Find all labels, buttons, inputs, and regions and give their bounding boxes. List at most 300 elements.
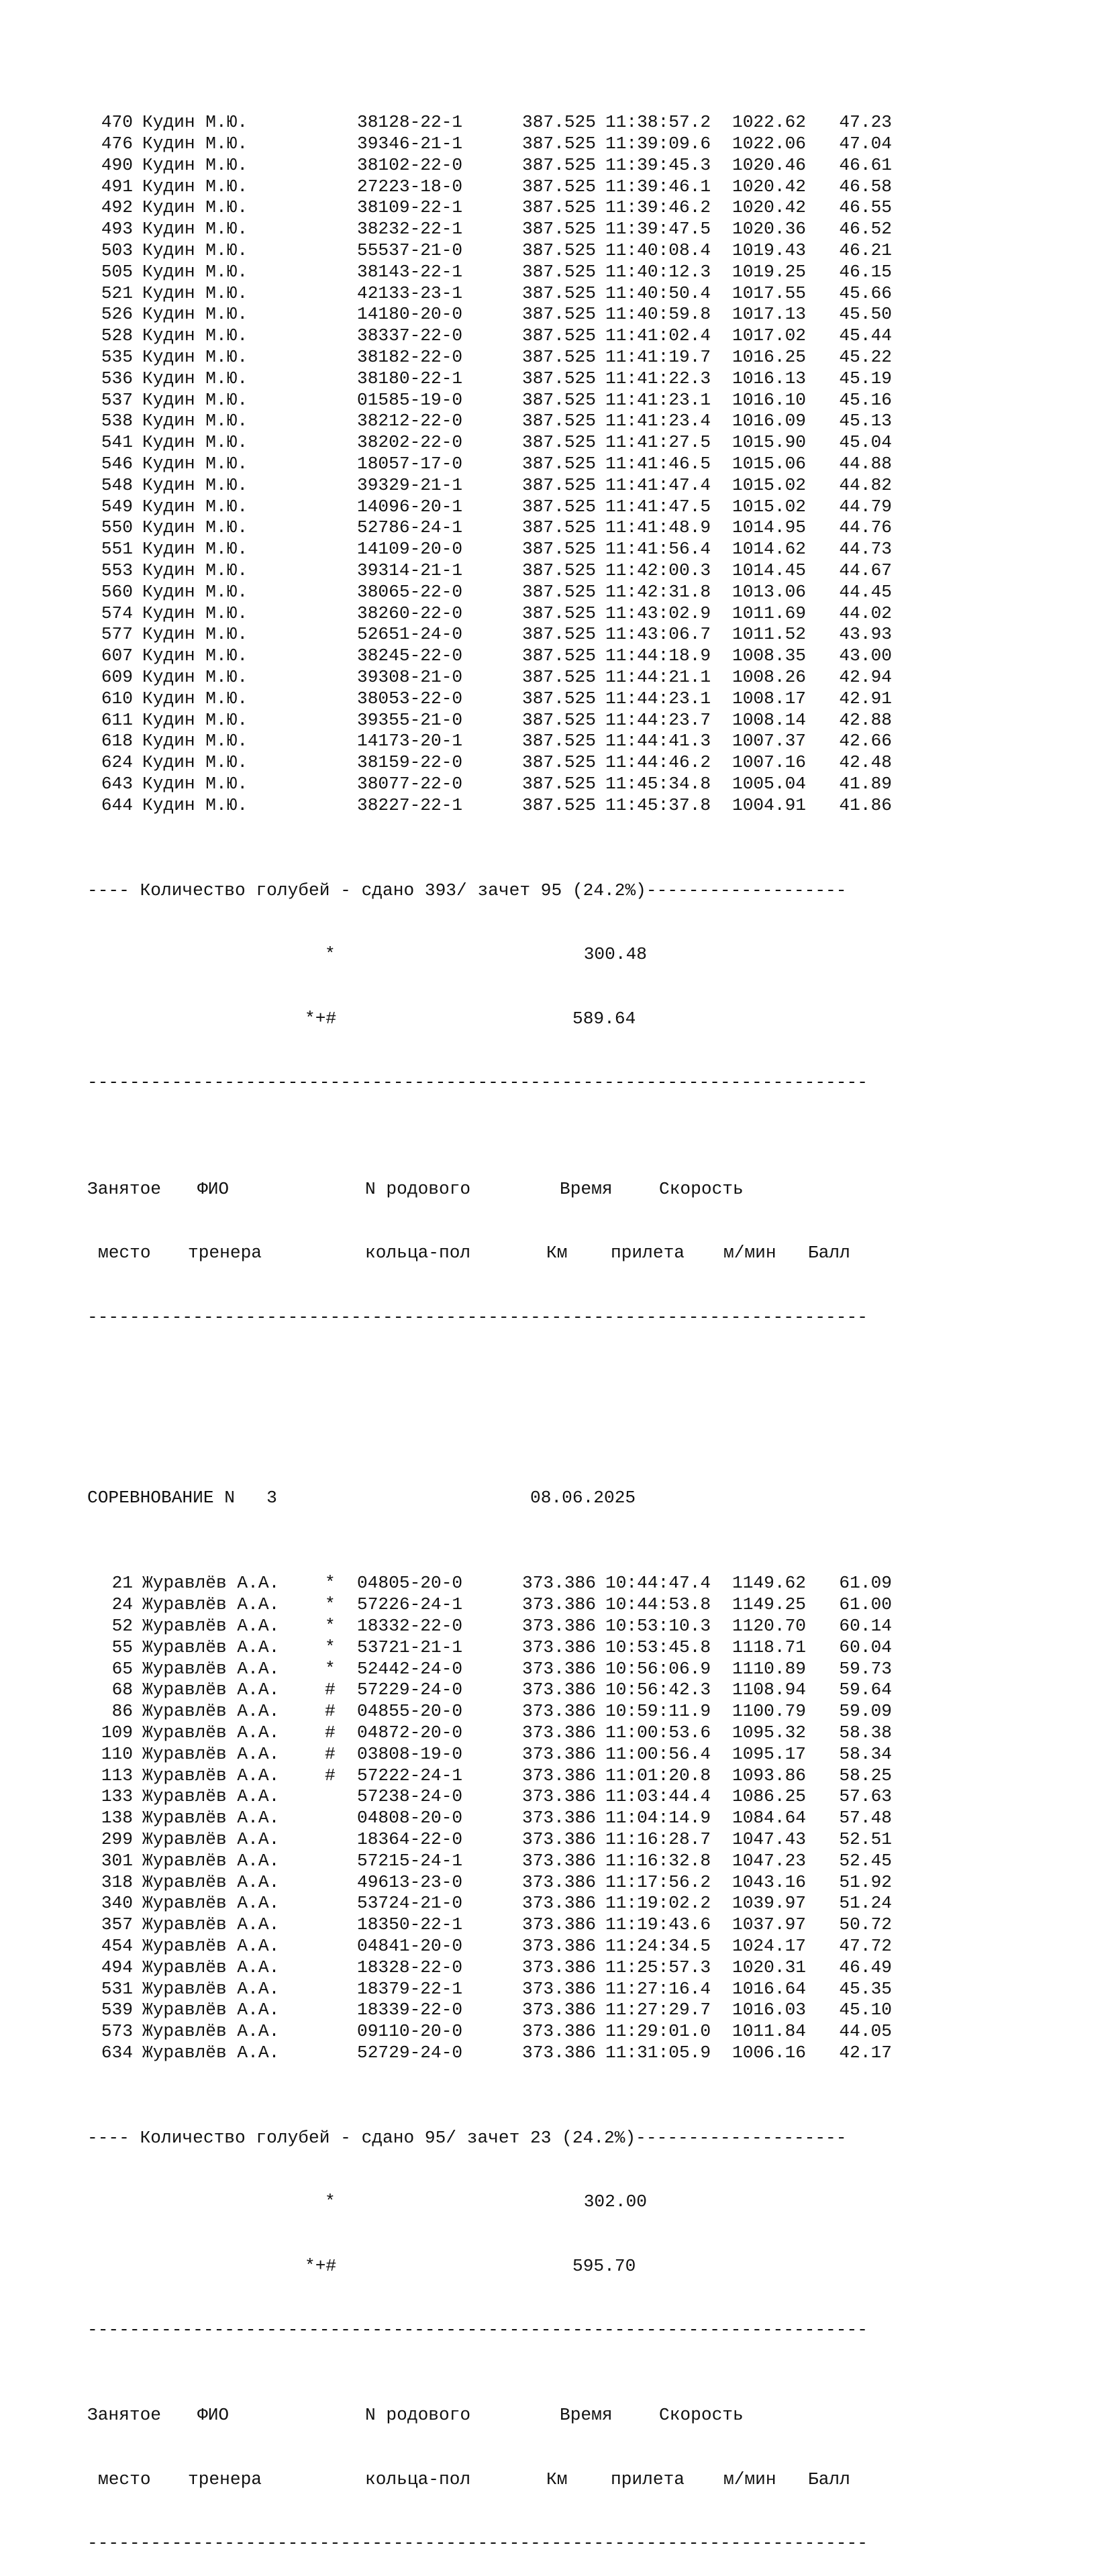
- summary-star-row: [87, 2192, 892, 2213]
- score-cell: 44.76: [839, 517, 892, 538]
- distance-km-cell: 387.525: [521, 176, 596, 197]
- distance-km-cell: 387.525: [521, 752, 596, 773]
- place-cell: 548: [101, 474, 133, 495]
- score-cell: 42.48: [839, 752, 892, 773]
- score-cell: 44.67: [839, 560, 892, 580]
- trainer-name-cell: Журавлёв А.А.: [142, 1914, 280, 1935]
- distance-km-cell: 373.386: [521, 1871, 596, 1892]
- table-row: [87, 1744, 892, 1765]
- combo-mark: *+#: [305, 1008, 337, 1029]
- table-row: [87, 624, 892, 646]
- table-row: [87, 262, 892, 283]
- arrival-time-cell: 11:39:45.3: [605, 154, 711, 175]
- place-cell: 340: [101, 1893, 133, 1914]
- score-cell: 46.61: [839, 154, 892, 175]
- trainer-name-cell: Кудин М.Ю.: [142, 325, 248, 346]
- trainer-name-cell: Кудин М.Ю.: [142, 154, 248, 175]
- header-km: Км: [546, 1243, 568, 1264]
- separator-line: --------------------------------------------------------------------------: [87, 2533, 868, 2554]
- results-list-tail: [87, 112, 892, 816]
- mark-cell: *: [325, 1658, 336, 1679]
- score-cell: 44.45: [839, 581, 892, 602]
- table-row: [87, 454, 892, 475]
- place-cell: 68: [111, 1680, 133, 1700]
- arrival-time-cell: 11:27:29.7: [605, 2000, 711, 2020]
- arrival-time-cell: 11:39:46.1: [605, 176, 711, 197]
- ring-number-cell: 38128-22-1: [357, 112, 463, 133]
- score-cell: 51.24: [839, 1893, 892, 1914]
- ring-number-cell: 38143-22-1: [357, 261, 463, 282]
- distance-km-cell: 373.386: [521, 2042, 596, 2063]
- score-cell: 60.14: [839, 1615, 892, 1636]
- ring-number-cell: 18339-22-0: [357, 2000, 463, 2020]
- speed-cell: 1004.91: [732, 794, 807, 815]
- table-row: [87, 283, 892, 305]
- arrival-time-cell: 11:44:18.9: [605, 646, 711, 666]
- distance-km-cell: 387.525: [521, 581, 596, 602]
- table-row: [87, 752, 892, 774]
- arrival-time-cell: 11:44:23.7: [605, 709, 711, 730]
- table-row: [87, 347, 892, 368]
- speed-cell: 1011.69: [732, 603, 807, 623]
- table-row: [87, 710, 892, 731]
- table-row: [87, 1765, 892, 1787]
- score-cell: 43.93: [839, 624, 892, 645]
- arrival-time-cell: 11:19:43.6: [605, 1914, 711, 1935]
- arrival-time-cell: 11:44:21.1: [605, 666, 711, 687]
- place-cell: 528: [101, 325, 133, 346]
- score-cell: 45.13: [839, 411, 892, 431]
- table-row: [87, 2043, 892, 2064]
- ring-number-cell: 03808-19-0: [357, 1743, 463, 1764]
- trainer-name-cell: Кудин М.Ю.: [142, 453, 248, 474]
- speed-cell: 1047.23: [732, 1850, 807, 1871]
- table-row: [87, 1637, 892, 1659]
- arrival-time-cell: 11:41:02.4: [605, 325, 711, 346]
- arrival-time-cell: 11:04:14.9: [605, 1808, 711, 1828]
- speed-cell: 1011.84: [732, 2021, 807, 2042]
- place-cell: 553: [101, 560, 133, 580]
- score-cell: 58.25: [839, 1765, 892, 1786]
- trainer-name-cell: Кудин М.Ю.: [142, 624, 248, 645]
- distance-km-cell: 387.525: [521, 453, 596, 474]
- distance-km-cell: 387.525: [521, 560, 596, 580]
- trainer-name-cell: Кудин М.Ю.: [142, 581, 248, 602]
- score-cell: 42.91: [839, 688, 892, 709]
- ring-number-cell: 38109-22-1: [357, 197, 463, 218]
- score-cell: 46.49: [839, 1957, 892, 1977]
- speed-cell: 1020.36: [732, 219, 807, 240]
- arrival-time-cell: 11:41:56.4: [605, 539, 711, 560]
- score-cell: 44.88: [839, 453, 892, 474]
- header-time: Время: [560, 1179, 613, 1200]
- trainer-name-cell: Кудин М.Ю.: [142, 646, 248, 666]
- ring-number-cell: 42133-23-1: [357, 282, 463, 303]
- place-cell: 24: [111, 1594, 133, 1615]
- place-cell: 454: [101, 1935, 133, 1956]
- trainer-name-cell: Кудин М.Ю.: [142, 603, 248, 623]
- distance-km-cell: 387.525: [521, 474, 596, 495]
- arrival-time-cell: 11:41:22.3: [605, 368, 711, 389]
- arrival-time-cell: 11:44:23.1: [605, 688, 711, 709]
- ring-number-cell: 14173-20-1: [357, 731, 463, 752]
- distance-km-cell: 373.386: [521, 1594, 596, 1615]
- arrival-time-cell: 11:39:09.6: [605, 133, 711, 154]
- ring-number-cell: 38212-22-0: [357, 411, 463, 431]
- ring-number-cell: 53721-21-1: [357, 1637, 463, 1657]
- table-row: [87, 1808, 892, 1829]
- table-row: [87, 432, 892, 454]
- star-score-total: 300.48: [583, 944, 648, 965]
- ring-number-cell: 18328-22-0: [357, 1957, 463, 1977]
- score-cell: 57.63: [839, 1786, 892, 1807]
- place-cell: 138: [101, 1808, 133, 1828]
- trainer-name-cell: Журавлёв А.А.: [142, 2021, 280, 2042]
- arrival-time-cell: 11:24:34.5: [605, 1935, 711, 1956]
- arrival-time-cell: 11:42:31.8: [605, 581, 711, 602]
- distance-km-cell: 373.386: [521, 1743, 596, 1764]
- ring-number-cell: 38065-22-0: [357, 581, 463, 602]
- trainer-name-cell: Журавлёв А.А.: [142, 1615, 280, 1636]
- place-cell: 607: [101, 646, 133, 666]
- speed-cell: 1020.31: [732, 1957, 807, 1977]
- ring-number-cell: 49613-23-0: [357, 1871, 463, 1892]
- table-row: [87, 2000, 892, 2021]
- arrival-time-cell: 11:41:27.5: [605, 432, 711, 453]
- speed-cell: 1015.02: [732, 496, 807, 517]
- place-cell: 21: [111, 1573, 133, 1594]
- place-cell: 133: [101, 1786, 133, 1807]
- separator-line: --------------------------------------------------------------------------: [87, 1306, 868, 1327]
- trainer-name-cell: Кудин М.Ю.: [142, 411, 248, 431]
- score-cell: 45.19: [839, 368, 892, 389]
- trainer-name-cell: Кудин М.Ю.: [142, 197, 248, 218]
- ring-number-cell: 18350-22-1: [357, 1914, 463, 1935]
- speed-cell: 1014.95: [732, 517, 807, 538]
- trainer-name-cell: Журавлёв А.А.: [142, 1893, 280, 1914]
- place-cell: 357: [101, 1914, 133, 1935]
- ring-number-cell: 04805-20-0: [357, 1573, 463, 1594]
- score-cell: 51.92: [839, 1871, 892, 1892]
- summary-line: ---- Количество голубей - сдано 393/ зачет 95 (24.2%)-------------------: [87, 880, 847, 900]
- place-cell: 318: [101, 1871, 133, 1892]
- score-cell: 46.52: [839, 219, 892, 240]
- place-cell: 546: [101, 453, 133, 474]
- ring-number-cell: 38182-22-0: [357, 346, 463, 367]
- place-cell: 526: [101, 304, 133, 325]
- distance-km-cell: 387.525: [521, 240, 596, 260]
- ring-number-cell: 52442-24-0: [357, 1658, 463, 1679]
- arrival-time-cell: 11:40:50.4: [605, 282, 711, 303]
- header-time: Время: [560, 2405, 613, 2426]
- score-cell: 61.09: [839, 1573, 892, 1594]
- combo-score-total: 589.64: [572, 1008, 636, 1029]
- competition-date: 08.06.2025: [530, 1488, 636, 1508]
- speed-cell: 1020.42: [732, 176, 807, 197]
- table-row: [87, 731, 892, 752]
- place-cell: 609: [101, 666, 133, 687]
- table-row: [87, 795, 892, 817]
- table-row: [87, 667, 892, 688]
- table-row: [87, 134, 892, 155]
- speed-cell: 1020.42: [732, 197, 807, 218]
- speed-cell: 1019.43: [732, 240, 807, 260]
- table-row: [87, 497, 892, 518]
- arrival-time-cell: 11:41:23.1: [605, 389, 711, 410]
- distance-km-cell: 373.386: [521, 1680, 596, 1700]
- trainer-name-cell: Кудин М.Ю.: [142, 282, 248, 303]
- speed-cell: 1017.55: [732, 282, 807, 303]
- distance-km-cell: 387.525: [521, 133, 596, 154]
- place-cell: 535: [101, 346, 133, 367]
- table-row: [87, 560, 892, 582]
- score-cell: 45.22: [839, 346, 892, 367]
- place-cell: 492: [101, 197, 133, 218]
- summary-combo-row: [87, 2256, 892, 2277]
- distance-km-cell: 373.386: [521, 1765, 596, 1786]
- score-cell: 46.58: [839, 176, 892, 197]
- arrival-time-cell: 11:00:53.6: [605, 1722, 711, 1743]
- score-cell: 52.45: [839, 1850, 892, 1871]
- place-cell: 470: [101, 112, 133, 133]
- header-name: ФИО: [197, 2405, 230, 2426]
- speed-cell: 1006.16: [732, 2042, 807, 2063]
- speed-cell: 1095.32: [732, 1722, 807, 1743]
- trainer-name-cell: Журавлёв А.А.: [142, 1871, 280, 1892]
- score-cell: 61.00: [839, 1594, 892, 1615]
- ring-number-cell: 53724-21-0: [357, 1893, 463, 1914]
- separator-line: --------------------------------------------------------------------------: [87, 2320, 868, 2340]
- place-cell: 299: [101, 1828, 133, 1849]
- trainer-name-cell: Кудин М.Ю.: [142, 709, 248, 730]
- ring-number-cell: 52786-24-1: [357, 517, 463, 538]
- place-cell: 52: [111, 1615, 133, 1636]
- table-row: [87, 325, 892, 347]
- trainer-name-cell: Кудин М.Ю.: [142, 496, 248, 517]
- place-cell: 505: [101, 261, 133, 282]
- place-cell: 574: [101, 603, 133, 623]
- header-ring-2: кольца-пол: [365, 2469, 471, 2489]
- header-place-2: место: [98, 1243, 151, 1264]
- distance-km-cell: 373.386: [521, 1893, 596, 1914]
- score-cell: 43.00: [839, 646, 892, 666]
- trainer-name-cell: Кудин М.Ю.: [142, 539, 248, 560]
- ring-number-cell: 52651-24-0: [357, 624, 463, 645]
- table-row: [87, 1722, 892, 1744]
- header-name-2: тренера: [188, 2469, 262, 2489]
- place-cell: 573: [101, 2021, 133, 2042]
- place-cell: 624: [101, 752, 133, 773]
- table-row: [87, 1786, 892, 1808]
- speed-cell: 1095.17: [732, 1743, 807, 1764]
- speed-cell: 1108.94: [732, 1680, 807, 1700]
- table-row: [87, 155, 892, 176]
- distance-km-cell: 387.525: [521, 411, 596, 431]
- place-cell: 490: [101, 154, 133, 175]
- column-header-row-1: [87, 1179, 892, 1200]
- speed-cell: 1016.10: [732, 389, 807, 410]
- place-cell: 550: [101, 517, 133, 538]
- mark-cell: *: [325, 1637, 336, 1657]
- header-name: ФИО: [197, 1179, 230, 1200]
- table-row: [87, 1829, 892, 1851]
- score-cell: 59.09: [839, 1701, 892, 1722]
- competition-title: СОРЕВНОВАНИЕ N 3: [87, 1488, 277, 1508]
- arrival-time-cell: 11:03:44.4: [605, 1786, 711, 1807]
- distance-km-cell: 387.525: [521, 517, 596, 538]
- ring-number-cell: 09110-20-0: [357, 2021, 463, 2042]
- distance-km-cell: 387.525: [521, 219, 596, 240]
- arrival-time-cell: 11:41:19.7: [605, 346, 711, 367]
- arrival-time-cell: 11:43:06.7: [605, 624, 711, 645]
- arrival-time-cell: 10:59:11.9: [605, 1701, 711, 1722]
- trainer-name-cell: Журавлёв А.А.: [142, 1828, 280, 1849]
- trainer-name-cell: Кудин М.Ю.: [142, 346, 248, 367]
- trainer-name-cell: Кудин М.Ю.: [142, 474, 248, 495]
- score-cell: 44.02: [839, 603, 892, 623]
- arrival-time-cell: 11:29:01.0: [605, 2021, 711, 2042]
- table-row: [87, 517, 892, 539]
- ring-number-cell: 38077-22-0: [357, 773, 463, 794]
- score-cell: 59.64: [839, 1680, 892, 1700]
- table-row: [87, 475, 892, 497]
- table-row: [87, 411, 892, 432]
- ring-number-cell: 39314-21-1: [357, 560, 463, 580]
- place-cell: 541: [101, 432, 133, 453]
- place-cell: 55: [111, 1637, 133, 1657]
- star-mark: *: [325, 2192, 336, 2212]
- arrival-time-cell: 11:42:00.3: [605, 560, 711, 580]
- trainer-name-cell: Журавлёв А.А.: [142, 1743, 280, 1764]
- header-time-2: прилета: [611, 1243, 685, 1264]
- header-score: Балл: [808, 2469, 850, 2489]
- score-cell: 45.50: [839, 304, 892, 325]
- table-row: [87, 1979, 892, 2000]
- mark-cell: #: [325, 1765, 336, 1786]
- ring-number-cell: 38053-22-0: [357, 688, 463, 709]
- place-cell: 618: [101, 731, 133, 752]
- arrival-time-cell: 11:00:56.4: [605, 1743, 711, 1764]
- place-cell: 86: [111, 1701, 133, 1722]
- arrival-time-cell: 11:45:34.8: [605, 773, 711, 794]
- header-score: Балл: [808, 1243, 850, 1264]
- speed-cell: 1008.26: [732, 666, 807, 687]
- trainer-name-cell: Кудин М.Ю.: [142, 176, 248, 197]
- place-cell: 476: [101, 133, 133, 154]
- speed-cell: 1020.46: [732, 154, 807, 175]
- trainer-name-cell: Журавлёв А.А.: [142, 1722, 280, 1743]
- ring-number-cell: 14109-20-0: [357, 539, 463, 560]
- place-cell: 549: [101, 496, 133, 517]
- ring-number-cell: 38202-22-0: [357, 432, 463, 453]
- trainer-name-cell: Кудин М.Ю.: [142, 773, 248, 794]
- trainer-name-cell: Журавлёв А.А.: [142, 1978, 280, 1999]
- arrival-time-cell: 11:31:05.9: [605, 2042, 711, 2063]
- table-row: [87, 304, 892, 325]
- table-row: [87, 1701, 892, 1722]
- speed-cell: 1015.90: [732, 432, 807, 453]
- column-header-row-1: [87, 2405, 892, 2426]
- speed-cell: 1019.25: [732, 261, 807, 282]
- arrival-time-cell: 10:44:53.8: [605, 1594, 711, 1615]
- speed-cell: 1047.43: [732, 1828, 807, 1849]
- score-cell: 46.15: [839, 261, 892, 282]
- place-cell: 110: [101, 1743, 133, 1764]
- ring-number-cell: 01585-19-0: [357, 389, 463, 410]
- speed-cell: 1037.97: [732, 1914, 807, 1935]
- ring-number-cell: 18364-22-0: [357, 1828, 463, 1849]
- distance-km-cell: 373.386: [521, 1658, 596, 1679]
- score-cell: 47.72: [839, 1935, 892, 1956]
- place-cell: 301: [101, 1850, 133, 1871]
- trainer-name-cell: Кудин М.Ю.: [142, 794, 248, 815]
- trainer-name-cell: Кудин М.Ю.: [142, 731, 248, 752]
- trainer-name-cell: Журавлёв А.А.: [142, 1850, 280, 1871]
- header-ring-2: кольца-пол: [365, 1243, 471, 1264]
- competition-title-row: [87, 1488, 892, 1509]
- trainer-name-cell: Кудин М.Ю.: [142, 389, 248, 410]
- ring-number-cell: 57238-24-0: [357, 1786, 463, 1807]
- distance-km-cell: 387.525: [521, 624, 596, 645]
- speed-cell: 1024.17: [732, 1935, 807, 1956]
- trainer-name-cell: Журавлёв А.А.: [142, 1935, 280, 1956]
- score-cell: 44.73: [839, 539, 892, 560]
- arrival-time-cell: 10:44:47.4: [605, 1573, 711, 1594]
- arrival-time-cell: 11:19:02.2: [605, 1893, 711, 1914]
- speed-cell: 1022.62: [732, 112, 807, 133]
- mark-cell: #: [325, 1680, 336, 1700]
- arrival-time-cell: 11:39:47.5: [605, 219, 711, 240]
- table-row: [87, 240, 892, 262]
- place-cell: 577: [101, 624, 133, 645]
- score-cell: 59.73: [839, 1658, 892, 1679]
- trainer-name-cell: Журавлёв А.А.: [142, 1808, 280, 1828]
- place-cell: 521: [101, 282, 133, 303]
- speed-cell: 1016.13: [732, 368, 807, 389]
- arrival-time-cell: 11:01:20.8: [605, 1765, 711, 1786]
- speed-cell: 1015.02: [732, 474, 807, 495]
- ring-number-cell: 14180-20-0: [357, 304, 463, 325]
- header-speed: Скорость: [659, 2405, 744, 2426]
- table-row: [87, 197, 892, 219]
- trainer-name-cell: Кудин М.Ю.: [142, 304, 248, 325]
- ring-number-cell: 39308-21-0: [357, 666, 463, 687]
- table-row: [87, 1573, 892, 1594]
- trainer-name-cell: Кудин М.Ю.: [142, 752, 248, 773]
- speed-cell: 1084.64: [732, 1808, 807, 1828]
- mark-cell: *: [325, 1594, 336, 1615]
- summary-star-row: [87, 944, 892, 966]
- arrival-time-cell: 11:40:08.4: [605, 240, 711, 260]
- distance-km-cell: 373.386: [521, 2021, 596, 2042]
- ring-number-cell: 18379-22-1: [357, 1978, 463, 1999]
- mark-cell: #: [325, 1722, 336, 1743]
- trainer-name-cell: Кудин М.Ю.: [142, 219, 248, 240]
- place-cell: 65: [111, 1658, 133, 1679]
- score-cell: 45.35: [839, 1978, 892, 1999]
- distance-km-cell: 387.525: [521, 773, 596, 794]
- score-cell: 41.89: [839, 773, 892, 794]
- score-cell: 44.05: [839, 2021, 892, 2042]
- trainer-name-cell: Журавлёв А.А.: [142, 1658, 280, 1679]
- distance-km-cell: 387.525: [521, 603, 596, 623]
- trainer-name-cell: Кудин М.Ю.: [142, 112, 248, 133]
- table-row: [87, 1680, 892, 1701]
- arrival-time-cell: 11:16:28.7: [605, 1828, 711, 1849]
- score-cell: 42.94: [839, 666, 892, 687]
- arrival-time-cell: 11:41:47.5: [605, 496, 711, 517]
- speed-cell: 1149.25: [732, 1594, 807, 1615]
